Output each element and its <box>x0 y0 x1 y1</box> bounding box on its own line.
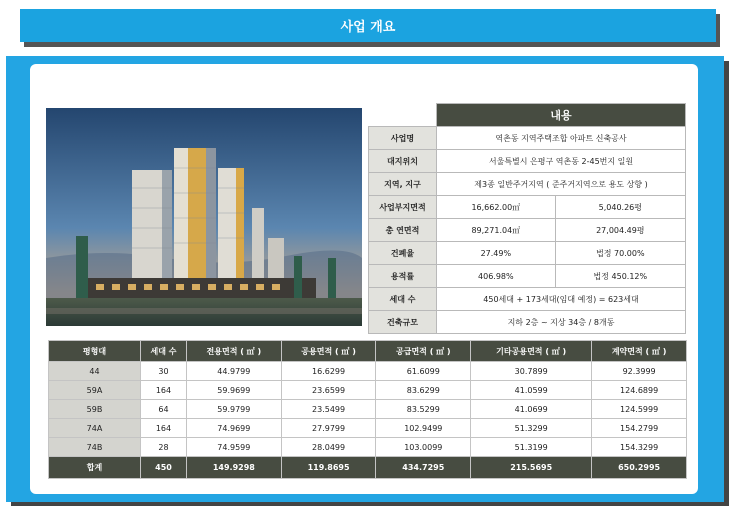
info-row <box>369 219 686 242</box>
info-row <box>369 150 686 173</box>
section-title: 사업 개요 <box>20 9 716 42</box>
info-row <box>369 196 686 219</box>
table-row <box>49 438 687 457</box>
unit-type-cell: 74A <box>49 419 141 438</box>
info-header: 내용 <box>437 104 686 127</box>
info-label: 건폐율 <box>369 242 437 265</box>
table-cell: 23.5499 <box>281 400 376 419</box>
table-cell: 83.6299 <box>376 381 471 400</box>
table-cell: 74.9699 <box>186 419 281 438</box>
info-value-b: 27,004.49평 <box>555 219 685 242</box>
total-label: 합계 <box>49 457 141 479</box>
info-value: 서울특별시 은평구 역촌동 2-45번지 일원 <box>437 150 686 173</box>
table-cell: 44.9799 <box>186 362 281 381</box>
info-label: 세대 수 <box>369 288 437 311</box>
info-value-b: 법정 70.00% <box>555 242 685 265</box>
table-cell: 30 <box>141 362 187 381</box>
total-cell: 149.9298 <box>186 457 281 479</box>
info-row <box>369 242 686 265</box>
total-cell: 650.2995 <box>592 457 687 479</box>
table-cell: 154.3299 <box>592 438 687 457</box>
total-cell: 450 <box>141 457 187 479</box>
column-header: 평형대 <box>49 341 141 362</box>
info-row <box>369 265 686 288</box>
info-label: 지역, 지구 <box>369 173 437 196</box>
info-label: 사업명 <box>369 127 437 150</box>
table-row <box>49 381 687 400</box>
table-row <box>49 419 687 438</box>
column-header: 전용면적 ( ㎡ ) <box>186 341 281 362</box>
info-value-a: 406.98% <box>437 265 556 288</box>
info-row <box>369 173 686 196</box>
project-info-table <box>368 103 686 334</box>
table-cell: 64 <box>141 400 187 419</box>
total-cell: 215.5695 <box>471 457 592 479</box>
table-cell: 103.0099 <box>376 438 471 457</box>
table-cell: 41.0599 <box>471 381 592 400</box>
unit-area-table <box>48 340 687 479</box>
table-cell: 16.6299 <box>281 362 376 381</box>
column-header: 기타공용면적 ( ㎡ ) <box>471 341 592 362</box>
table-cell: 124.6899 <box>592 381 687 400</box>
info-label: 건축규모 <box>369 311 437 334</box>
column-header: 세대 수 <box>141 341 187 362</box>
unit-table-header-row <box>49 341 687 362</box>
info-value-a: 16,662.00㎡ <box>437 196 556 219</box>
info-label: 총 연면적 <box>369 219 437 242</box>
total-cell: 119.8695 <box>281 457 376 479</box>
table-cell: 83.5299 <box>376 400 471 419</box>
table-cell: 164 <box>141 419 187 438</box>
table-cell: 27.9799 <box>281 419 376 438</box>
info-row <box>369 311 686 334</box>
table-cell: 74.9599 <box>186 438 281 457</box>
unit-type-cell: 74B <box>49 438 141 457</box>
table-cell: 23.6599 <box>281 381 376 400</box>
table-cell: 59.9699 <box>186 381 281 400</box>
info-value-a: 27.49% <box>437 242 556 265</box>
info-value: 제3종 일반주거지역 ( 준주거지역으로 용도 상향 ) <box>437 173 686 196</box>
table-cell: 61.6099 <box>376 362 471 381</box>
total-row <box>49 457 687 479</box>
column-header: 공용면적 ( ㎡ ) <box>281 341 376 362</box>
table-cell: 92.3999 <box>592 362 687 381</box>
info-row <box>369 288 686 311</box>
table-cell: 51.3299 <box>471 419 592 438</box>
unit-type-cell: 59B <box>49 400 141 419</box>
info-value: 450세대 + 173세대(임대 예정) = 623세대 <box>437 288 686 311</box>
table-cell: 41.0699 <box>471 400 592 419</box>
unit-type-cell: 59A <box>49 381 141 400</box>
info-row <box>369 127 686 150</box>
column-header: 공급면적 ( ㎡ ) <box>376 341 471 362</box>
table-cell: 102.9499 <box>376 419 471 438</box>
info-value: 지하 2층 ~ 지상 34층 / 8개동 <box>437 311 686 334</box>
table-cell: 30.7899 <box>471 362 592 381</box>
column-header: 계약면적 ( ㎡ ) <box>592 341 687 362</box>
table-cell: 164 <box>141 381 187 400</box>
total-cell: 434.7295 <box>376 457 471 479</box>
table-cell: 124.5999 <box>592 400 687 419</box>
building-rendering-image <box>46 108 362 326</box>
table-row <box>49 362 687 381</box>
table-cell: 59.9799 <box>186 400 281 419</box>
info-label: 대지위치 <box>369 150 437 173</box>
unit-type-cell: 44 <box>49 362 141 381</box>
table-cell: 154.2799 <box>592 419 687 438</box>
info-value-a: 89,271.04㎡ <box>437 219 556 242</box>
info-value-b: 법정 450.12% <box>555 265 685 288</box>
info-label: 용적률 <box>369 265 437 288</box>
info-value-b: 5,040.26평 <box>555 196 685 219</box>
table-cell: 28 <box>141 438 187 457</box>
table-cell: 51.3199 <box>471 438 592 457</box>
table-row <box>49 400 687 419</box>
table-cell: 28.0499 <box>281 438 376 457</box>
info-value: 역촌동 지역주택조합 아파트 신축공사 <box>437 127 686 150</box>
info-label: 사업부지면적 <box>369 196 437 219</box>
